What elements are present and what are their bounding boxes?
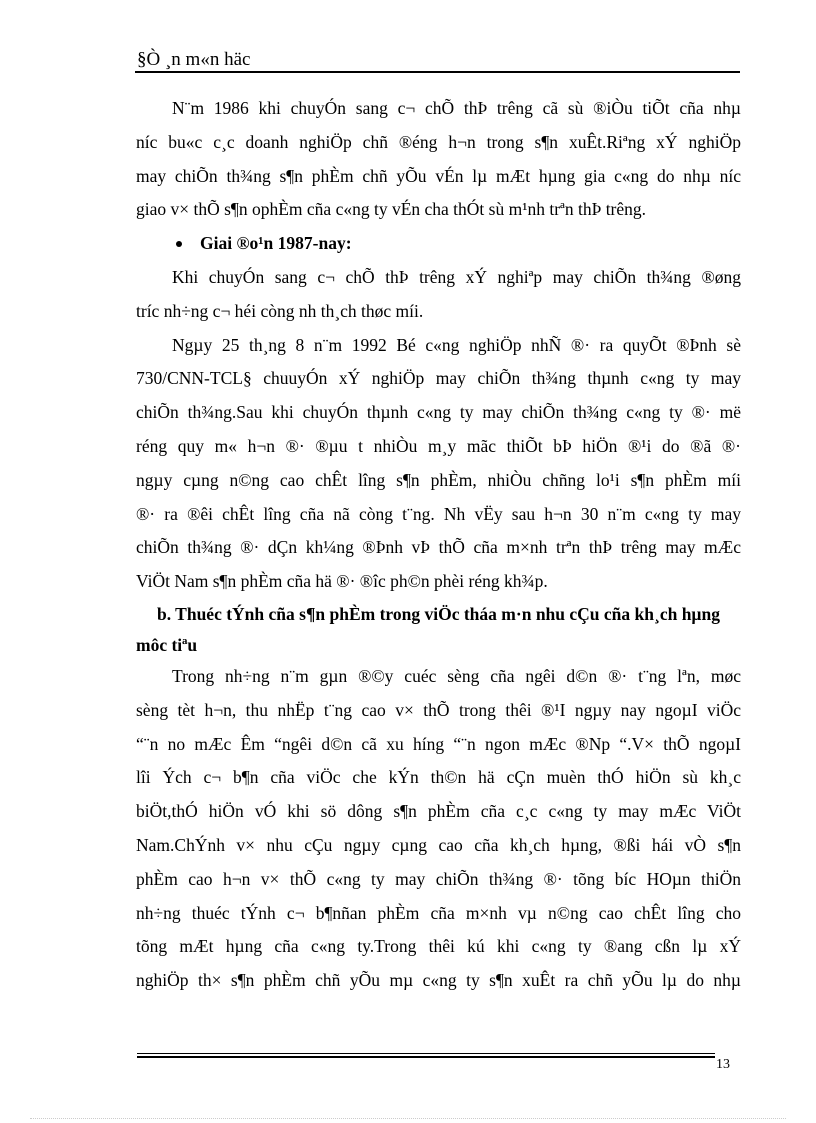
text-line: nghiÖp th× s¶n phÈm chñ yÕu mµ c«ng ty s¶n xuÊt ra chñ yÕu lµ do nhµ [136, 970, 741, 991]
text-line: may chiÕn th¾ng s¶n phÈm chñ yÕu vÉn lµ mÆt hµng gia c«ng do nhµ níc [136, 165, 741, 186]
text-line: Trong nh÷ng n¨m gµn ®©y cuéc sèng cña ngêi d©n ®· t¨ng lªn, møc [172, 665, 741, 686]
text-line: chiÕn th¾ng ®· dÇn kh¼ng ®Þnh vÞ thÕ cña m×nh trªn thÞ trêng may mÆc [136, 537, 741, 558]
page-edge-divider [30, 1118, 786, 1119]
text-line: ViÖt Nam s¶n phÈm cña hä ®· ®îc ph©n phèi réng kh¾p. [136, 571, 548, 592]
paragraph-4 [136, 660, 741, 998]
paragraph-3 [136, 329, 741, 599]
text-line: sèng tèt h¬n, thu nhËp t¨ng cao v× thÕ trong thêi ®¹I ngµy nay ngoµI viÖc [136, 699, 741, 720]
text-line: tõng mÆt hµng cña c«ng ty.Trong thêi kú khi c«ng ty ®ang cßn lµ xÝ [136, 936, 741, 957]
page-body [136, 92, 741, 998]
text-line: tríc nh÷ng c¬ héi còng nh th¸ch thøc míi. [136, 300, 424, 321]
text-line: lîi Ých c¬ b¶n cña viÖc che kÝn th©n hä cÇn muèn thÓ hiÖn sù kh¸c [136, 767, 741, 788]
text-line: ®· ra ®êi chÊt lîng cña nã còng t¨ng. Nh vËy sau h¬n 30 n¨m c«ng ty may [136, 503, 741, 524]
footer-rule [137, 1053, 715, 1054]
text-line: giao v× thÕ s¶n ophÈm cña c«ng ty vÉn cha thÓt sù m¹nh trªn thÞ trêng. [136, 199, 647, 220]
section-heading: b. Thuéc tÝnh cña s¶n phÈm trong viÖc tháa m·n nhu cÇu cña kh¸ch hµng [157, 603, 720, 624]
text-line: nh÷ng thuéc tÝnh c¬ b¶nñan phÈm cña m×nh vµ n©ng cao chÊt lîng cho [136, 902, 741, 923]
text-line: 730/CNN-TCL§ chuuyÓn xÝ nghiÖp may chiÕn th¾ng thµnh c«ng ty may [136, 368, 741, 389]
text-line: ngµy cµng n©ng cao chÊt lîng s¶n phÈm, nhiÒu chñng lo¹i s¶n phÈm míi [136, 469, 741, 490]
text-line: “¨n no mÆc Êm “ngêi d©n cã xu híng “¨n ngon mÆc ®Np “.V× thÕ ngoµI [136, 733, 741, 754]
text-line: níc bu«c c¸c doanh nghiÖp chñ ®éng h¬n trong s¶n xuÊt.Riªng xÝ nghiÖp [136, 131, 741, 152]
header-rule [135, 71, 740, 73]
text-line: phÈm cao h¬n v× thÕ c«ng ty may chiÕn th¾ng ®· tõng bíc HOµn thiÖn [136, 868, 741, 889]
subheading: môc tiªu [136, 634, 198, 655]
paragraph-1 [136, 92, 741, 227]
paragraph-2 [136, 261, 741, 329]
text-line: biÖt,thÓ hiÖn vÓ khi sö dông s¶n phÈm cña c¸c c«ng ty may mÆc ViÖt [136, 801, 741, 822]
bullet-item [136, 227, 741, 261]
bullet-label: Giai ®o¹n 1987-nay: [200, 233, 352, 254]
text-line: Nam.ChÝnh v× nhu cÇu ngµy cµng cao cña kh¸ch hµng, ®ßi hái vÒ s¶n [136, 834, 741, 855]
page-header-title: §Ò ¸n m«n häc [137, 49, 251, 70]
text-line: N¨m 1986 khi chuyÓn sang c¬ chÕ thÞ trêng cã sù ®iÒu tiÕt cña nhµ [172, 98, 741, 118]
text-line: Khi chuyÓn sang c¬ chÕ thÞ trêng xÝ nghiªp may chiÕn th¾ng ®øng [172, 266, 741, 287]
text-line: réng quy m« h¬n ®· ®µu t nhiÒu m¸y mãc thiÕt bÞ hiÖn ®¹i do ®ã ®· [136, 435, 741, 456]
text-line: Ngµy 25 th¸ng 8 n¨m 1992 Bé c«ng nghiÖp nhÑ ®· ra quyÕt ®Þnh sè [172, 334, 741, 355]
footer-rule [137, 1056, 715, 1058]
page-number: 13 [716, 1057, 730, 1072]
text-line: chiÕn th¾ng.Sau khi chuyÓn thµnh c«ng ty may chiÕn th¾ng c«ng ty ®· më [136, 402, 741, 423]
bullet-icon [176, 241, 182, 247]
